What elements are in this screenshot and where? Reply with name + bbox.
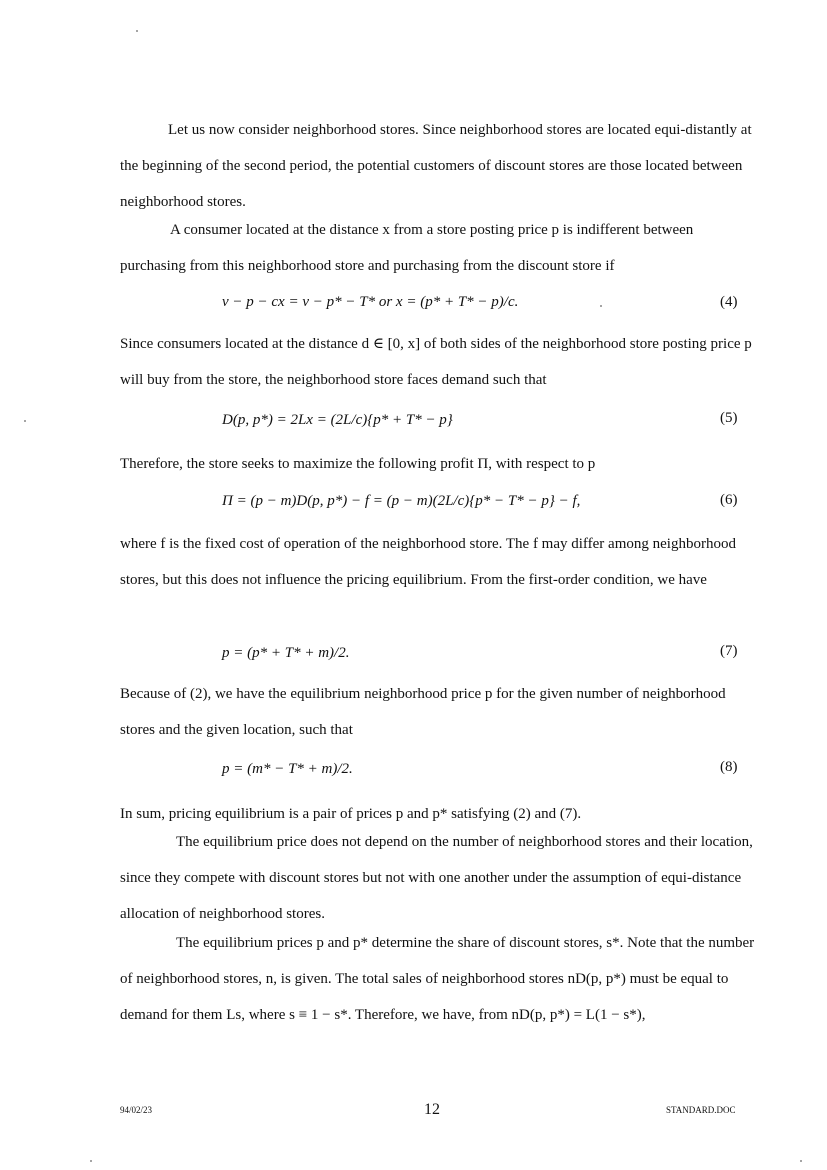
equation-number-6: (6): [720, 492, 738, 508]
scan-speck: [800, 1160, 802, 1162]
equation-7: p = (p* + T* + m)/2.: [222, 645, 350, 661]
paragraph-demand: Since consumers located at the distance d ∈ [0, x] of both sides of the neighborhood store posting price p will buy from the store, the neighborhood store faces demand such that: [120, 336, 752, 388]
paragraph-consumer-indifference: A consumer located at the distance x from a store posting price p is indifferent between purchasing from this neighborhood store and purchasing from the discount store if: [120, 222, 694, 274]
equation-number-8: (8): [720, 759, 738, 775]
equation-4: v − p − cx = v − p* − T* or x = (p* + T* − p)/c.: [222, 294, 519, 310]
paragraph-equilibrium-price: Because of (2), we have the equilibrium neighborhood price p for the given number of neighborhood stores and the given location, such that: [120, 686, 726, 738]
equation-number-5: (5): [720, 410, 738, 426]
equation-6: Π = (p − m)D(p, p*) − f = (p − m)(2L/c){p* − T* − p} − f,: [222, 493, 581, 509]
footer-date: 94/02/23: [120, 1105, 153, 1115]
equation-number-4: (4): [720, 294, 738, 310]
scan-speck: [24, 420, 26, 422]
equation-5: D(p, p*) = 2Lx = (2L/c){p* + T* − p}: [222, 412, 453, 428]
paragraph-neighborhood-stores: Let us now consider neighborhood stores. Since neighborhood stores are located equi-distantly at the beginning of the second period, the potential customers of discount stores are those located between neighborhood stores.: [120, 122, 752, 210]
scan-speck: [600, 305, 602, 307]
scan-speck: [136, 30, 138, 32]
equation-number-7: (7): [720, 643, 738, 659]
paragraph-profit: Therefore, the store seeks to maximize the following profit Π, with respect to p: [120, 456, 596, 472]
footer-filename: STANDARD.DOC: [666, 1105, 736, 1115]
scan-speck: [90, 1160, 92, 1162]
paragraph-fixed-cost: where f is the fixed cost of operation of the neighborhood store. The f may differ among neighborhood stores, but this does not influence the pricing equilibrium. From the first-order condition, we have: [120, 536, 736, 588]
paragraph-share-discount: The equilibrium prices p and p* determine the share of discount stores, s*. Note that the number of neighborhood stores, n, is given. The total sales of neighborhood stores nD(p, p*) must be equal to demand for them Ls, where s ≡ 1 − s*. Therefore, we have, from nD(p, p*) = L(1 − s*),: [120, 935, 755, 1023]
equation-8: p = (m* − T* + m)/2.: [222, 761, 353, 777]
paragraph-location: The equilibrium price does not depend on the number of neighborhood stores and their location, since they compete with discount stores but not with one another under the assumption of equi-distance allocation of neighborhood stores.: [120, 834, 753, 922]
page-number: 12: [424, 1101, 440, 1118]
paragraph-pricing-equilibrium: In sum, pricing equilibrium is a pair of prices p and p* satisfying (2) and (7).: [120, 806, 582, 822]
